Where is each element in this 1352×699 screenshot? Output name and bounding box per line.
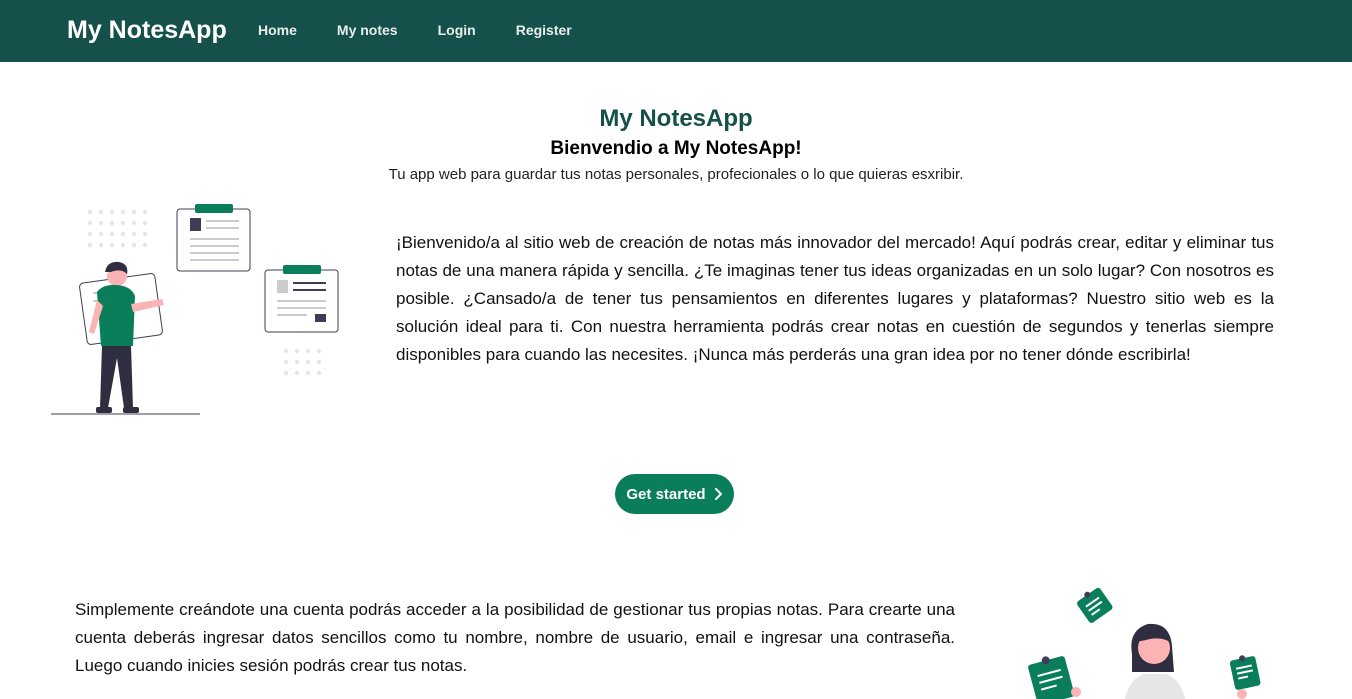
hero-tagline: Tu app web para guardar tus notas personales, profecionales o lo que quieras esxribir.	[388, 166, 964, 183]
brand-logo-link[interactable]: My NotesApp	[67, 16, 227, 44]
person-with-notes-illustration	[45, 200, 345, 420]
hero-title: My NotesApp	[599, 105, 753, 132]
chevron-right-icon	[714, 488, 723, 500]
nav-link-home[interactable]: Home	[258, 22, 297, 38]
hero-subtitle: Bienvendio a My NotesApp!	[550, 138, 802, 159]
woman-juggling-notes-illustration	[1020, 580, 1270, 699]
signup-info-paragraph: Simplemente creándote una cuenta podrás acceder a la posibilidad de gestionar tus propias notas. Para crearte una cuenta deberás ingresar datos sencillos como tu nombre, nombre de usuario, email e ingresar una contraseña. Luego cuando inicies sesión podrás crear tus notas.	[75, 600, 955, 675]
get-started-label: Get started	[626, 485, 706, 503]
juggling-notes-illustration	[1020, 580, 1270, 699]
nav-link-login[interactable]: Login	[437, 22, 476, 38]
notes-illustration	[45, 200, 345, 420]
get-started-button[interactable]	[615, 474, 734, 514]
nav-link-register[interactable]: Register	[515, 22, 572, 38]
nav-links	[258, 22, 612, 38]
intro-paragraph: ¡Bienvenido/a al sitio web de creación de notas más innovador del mercado! Aquí podrás crear, editar y eliminar tus notas de una manera rápida y sencilla. ¿Te imaginas tener tus ideas organizadas en un solo lugar? Con nosotros es posible. ¿Cansado/a de tener tus pensamientos en diferentes lugares y plataformas? Nuestro sitio web es la solución ideal para ti. Con nuestra herramienta podrás crear notas en cuestión de segundos y tenerlas siempre disponibles para cuando las necesites. ¡Nunca más perderás una gran idea por no tener dónde escribirla!	[396, 233, 1274, 364]
navbar	[0, 0, 1352, 62]
nav-link-my-notes[interactable]: My notes	[336, 22, 398, 38]
